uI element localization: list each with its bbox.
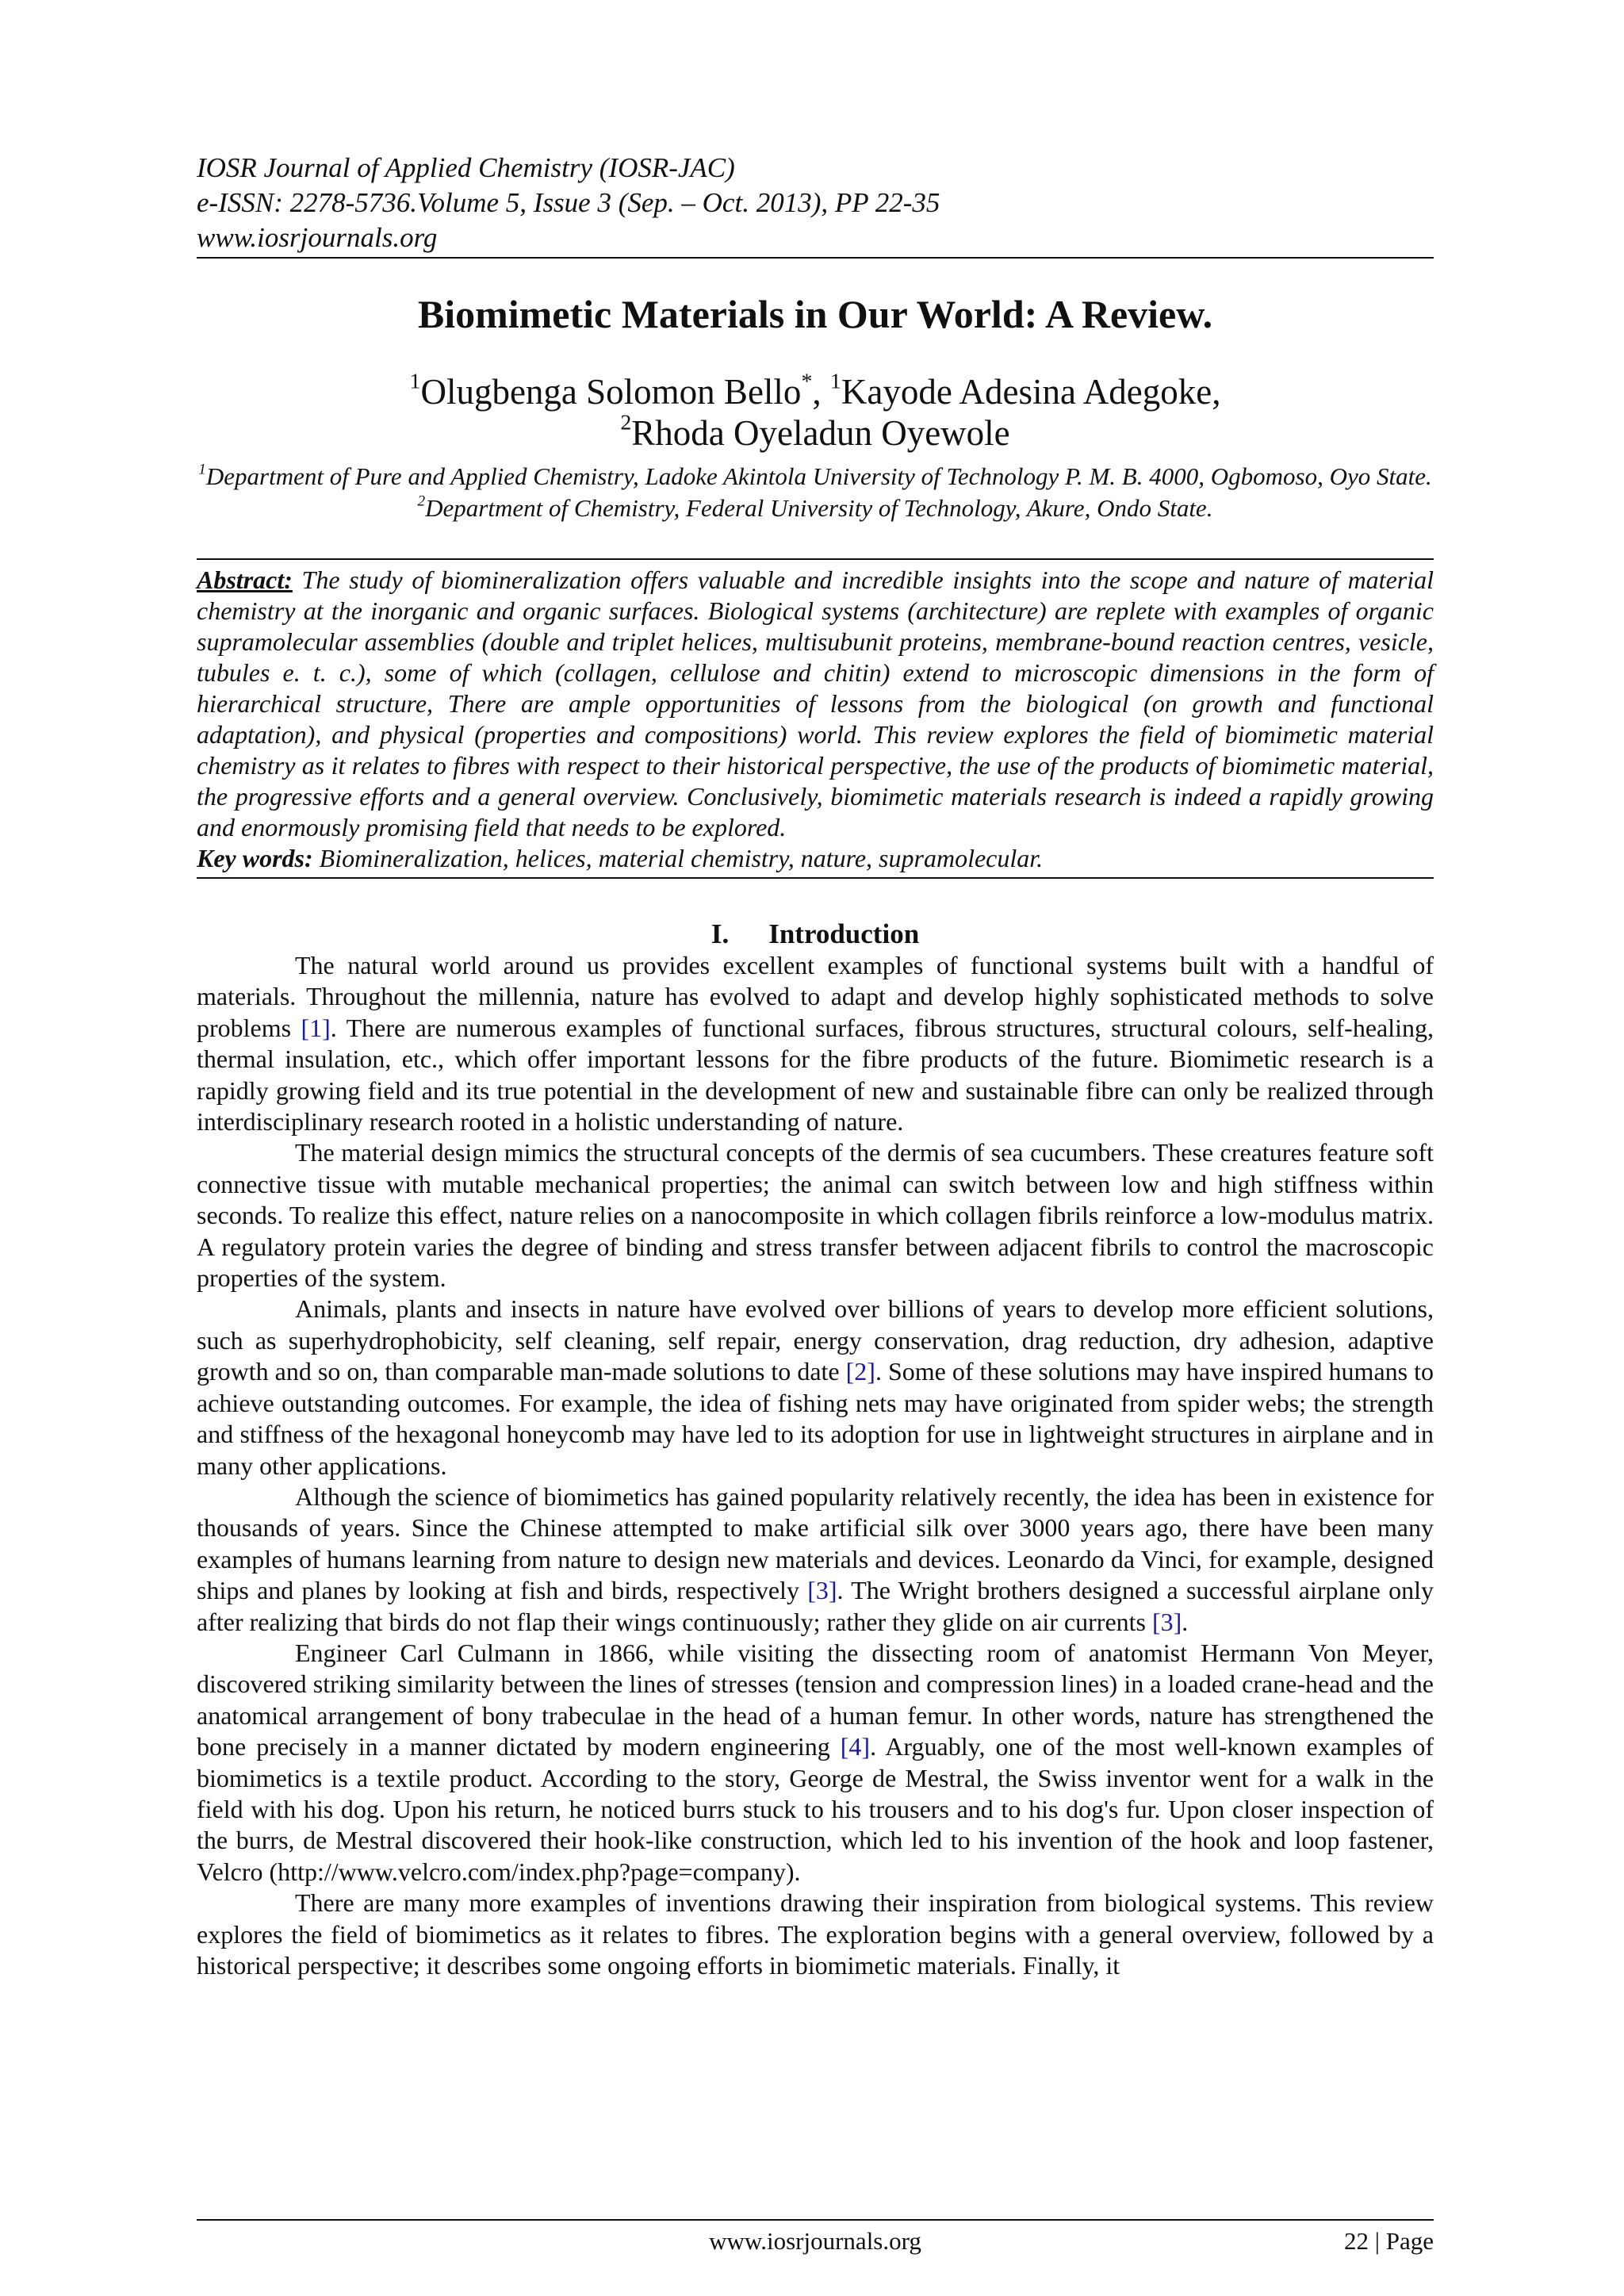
paragraph: The natural world around us provides excellent examples of functional systems built with a handful of materials. Throughout the millennia, nature has evolved to adapt and develop highly sophisticated methods to solve problems [1]. There are numerous examples of functional surfaces, fibrous structures, structural colours, self-healing, thermal insulation, etc., which offer important lessons for the fibre products of the future. Biomimetic research is a rapidly growing field and its true potential in the development of new and sustainable fibre can only be realized through interdisciplinary research rooted in a holistic understanding of nature.	[197, 951, 1434, 1137]
journal-header	[197, 151, 1434, 255]
page-number: 22 | Page	[1344, 2227, 1434, 2255]
paragraph: There are many more examples of inventions drawing their inspiration from biological systems. This review explores the field of biomimetics as it relates to fibres. The exploration begins with a general overview, followed by a historical perspective; it describes some ongoing efforts in biomimetic materials. Finally, it	[197, 1888, 1434, 1980]
journal-issue: e-ISSN: 2278-5736.Volume 5, Issue 3 (Sep. – Oct. 2013), PP 22-35	[197, 187, 940, 218]
keywords	[197, 843, 1434, 874]
paper-title: Biomimetic Materials in Our World: A Review.	[417, 292, 1213, 336]
paragraph: Engineer Carl Culmann in 1866, while visiting the dissecting room of anatomist Hermann Von Meyer, discovered striking similarity between the lines of stresses (tension and compression lines) in a loaded crane-head and the anatomical arrangement of bony trabeculae in the head of a human femur. In other words, nature has strengthened the bone precisely in a manner dictated by modern engineering [4]. Arguably, one of the most well-known examples of biomimetics is a textile product. According to the story, George de Mestral, the Swiss inventor went for a walk in the field with his dog. Upon his return, he noticed burrs stuck to his trousers and to his dog's fur. Upon closer inspection of the burrs, de Mestral discovered their hook-like construction, which led to his invention of the hook and loop fastener, Velcro (http://www.velcro.com/index.php?page=company).	[197, 1638, 1434, 1886]
author-list	[197, 371, 1434, 454]
paragraph: Although the science of biomimetics has gained popularity relatively recently, the idea has been in existence for thousands of years. Since the Chinese attempted to make artificial silk over 3000 years ago, there have been many examples of humans learning from nature to design new materials and devices. Leonardo da Vinci, for example, designed ships and planes by looking at fish and birds, respectively [3]. The Wright brothers designed a successful airplane only after realizing that birds do not flap their wings continuously; rather they glide on air currents [3].	[197, 1481, 1434, 1636]
abstract	[197, 560, 1434, 843]
abstract-divider-bottom	[197, 877, 1434, 879]
body-text	[197, 950, 1434, 1981]
citation-link[interactable]: [3]	[807, 1576, 837, 1605]
affil-marker: 1	[198, 461, 206, 478]
header-divider	[197, 257, 1434, 259]
abstract-text: The study of biomineralization offers valuable and incredible insights into the scope and nature of material chemistry at the inorganic and organic surfaces. Biological systems (architecture) are replete with examples of organic supramolecular assemblies (double and triplet helices, multisubunit proteins, membrane-bound reaction centres, vesicle, tubules e. t. c.), some of which (collagen, cellulose and chitin) extend to microscopic dimensions in the form of hierarchical structure, There are ample opportunities of lessons from the biological (on growth and functional adaptation), and physical (properties and compositions) world. This review explores the field of biomimetic material chemistry as it relates to fibres with respect to their historical perspective, the use of the products of biomimetic material, the progressive efforts and a general overview. Conclusively, biomimetic materials research is indeed a rapidly growing and enormously promising field that needs to be explored.	[197, 565, 1434, 841]
keywords-text: Biomineralization, helices, material chemistry, nature, supramolecular.	[319, 844, 1044, 872]
citation-link[interactable]: [4]	[840, 1732, 871, 1761]
page-footer	[197, 2219, 1434, 2255]
author-separator: ,	[812, 372, 830, 412]
corresponding-author-marker: *	[801, 369, 813, 394]
footer-website[interactable]: www.iosrjournals.org	[709, 2227, 921, 2255]
affiliation-2: $^2$Department of Chemistry, Federal University of Technology, Akure, Ondo State.	[417, 493, 1213, 522]
journal-name: IOSR Journal of Applied Chemistry (IOSR-JAC)	[197, 152, 735, 183]
journal-website[interactable]: www.iosrjournals.org	[197, 222, 438, 253]
affiliation-1: $^1$Department of Pure and Applied Chemistry, Ladoke Akintola University of Technology P. M. B. 4000, Ogbomoso, Oyo State.	[198, 461, 1432, 490]
author-affil-marker: 1	[409, 369, 421, 394]
page-content	[197, 151, 1434, 1981]
keywords-label: Key words:	[197, 844, 313, 872]
author-name: Rhoda Oyeladun Oyewole	[631, 413, 1010, 453]
section-number: I.	[710, 918, 730, 949]
abstract-label: Abstract:	[197, 565, 293, 594]
author-affil-marker: 2	[620, 410, 632, 435]
section-heading	[197, 918, 1434, 950]
section-title: Introduction	[768, 918, 920, 949]
paragraph: The material design mimics the structural concepts of the dermis of sea cucumbers. These creatures feature soft connective tissue with mutable mechanical properties; the animal can switch between low and high stiffness within seconds. To realize this effect, nature relies on a nanocomposite in which collagen fibrils reinforce a low-modulus matrix. A regulatory protein varies the degree of binding and stress transfer between adjacent fibrils to control the macroscopic properties of the system.	[197, 1138, 1434, 1293]
author-name: Kayode Adesina Adegoke,	[841, 372, 1221, 412]
affil-marker: 2	[417, 493, 426, 510]
author-affil-marker: 1	[829, 369, 841, 394]
paragraph: Animals, plants and insects in nature have evolved over billions of years to develop more efficient solutions, such as superhydrophobicity, self cleaning, self repair, energy conservation, drag reduction, dry adhesion, adaptive growth and so on, than comparable man-made solutions to date [2]. Some of these solutions may have inspired humans to achieve outstanding outcomes. For example, the idea of fishing nets may have originated from spider webs; the strength and stiffness of the hexagonal honeycomb may have led to its adoption for use in lightweight structures in airplane and in many other applications.	[197, 1294, 1434, 1480]
citation-link[interactable]: [2]	[845, 1357, 875, 1386]
author-name: Olugbenga Solomon Bello	[420, 372, 802, 412]
citation-link[interactable]: [1]	[301, 1013, 331, 1042]
citation-link[interactable]: [3]	[1151, 1607, 1182, 1636]
